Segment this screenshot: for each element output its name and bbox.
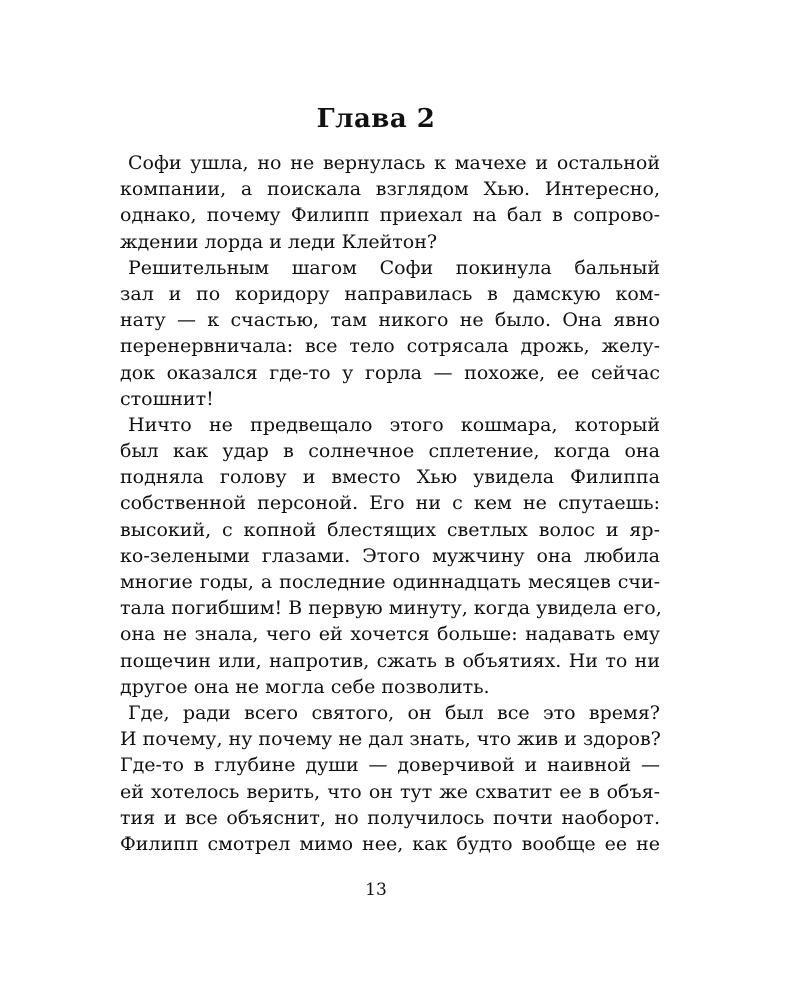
text-line: ждении лорда и леди Клейтон? <box>120 230 438 253</box>
text-line: Где, ради всего святого, он был все это время? <box>128 701 660 724</box>
text-line: пощечин или, напротив, сжать в объятиях. Ни то ни <box>120 649 660 672</box>
text-line: многие годы, а последние одиннадцать месяцев счи- <box>120 571 660 593</box>
text-line: Где-то в глубине души — доверчивой и наивной — <box>120 754 660 777</box>
page-number: 13 <box>365 880 387 900</box>
text-line: И почему, ну почему не дал знать, что жив и здоров? <box>120 728 661 751</box>
text-line: был как удар в солнечное сплетение, когда она <box>120 440 660 463</box>
text-line: перенервничала: все тело сотрясала дрожь, желу- <box>120 335 660 358</box>
text-line: зал и по коридору направилась в дамскую ком- <box>120 282 660 305</box>
text-line: док оказался где-то у горла — похоже, ее сейчас <box>120 361 660 384</box>
text-line: тия и все объяснит, но получилось почти наоборот. <box>120 806 660 829</box>
chapter-text <box>120 150 660 857</box>
text-line: другое она не могла себе позволить. <box>120 675 490 698</box>
text-line: ей хотелось верить, что он тут же схватит ее в объя- <box>120 780 660 803</box>
text-line: подняла голову и вместо Хью увидела Филиппа <box>120 466 660 489</box>
text-line: Ничто не предвещало этого кошмара, который <box>128 413 660 436</box>
text-line: высокий, с копной блестящих светлых волос и яр- <box>120 518 660 541</box>
chapter-title: Глава 2 <box>316 104 436 134</box>
text-line: нату — к счастью, там никого не было. Она явно <box>120 309 660 332</box>
text-line: Софи ушла, но не вернулась к мачехе и остальной <box>128 152 660 174</box>
text-line: она не знала, чего ей хочется больше: надавать ему <box>120 623 660 646</box>
text-line: тала погибшим! В первую минуту, когда увидела его, <box>120 597 662 620</box>
text-line: ко-зелеными глазами. Этого мужчину она любила <box>120 544 660 567</box>
text-line: стошнит! <box>120 387 214 410</box>
text-line: Решительным шагом Софи покинула бальный <box>128 256 660 279</box>
text-line: собственной персоной. Его ни с кем не спутаешь: <box>120 492 660 515</box>
text-line: Филипп смотрел мимо нее, как будто вообще ее не <box>120 832 660 855</box>
text-line: компании, а поискала взглядом Хью. Интересно, <box>120 178 660 201</box>
text-line: однако, почему Филипп приехал на бал в сопрово- <box>120 204 660 227</box>
